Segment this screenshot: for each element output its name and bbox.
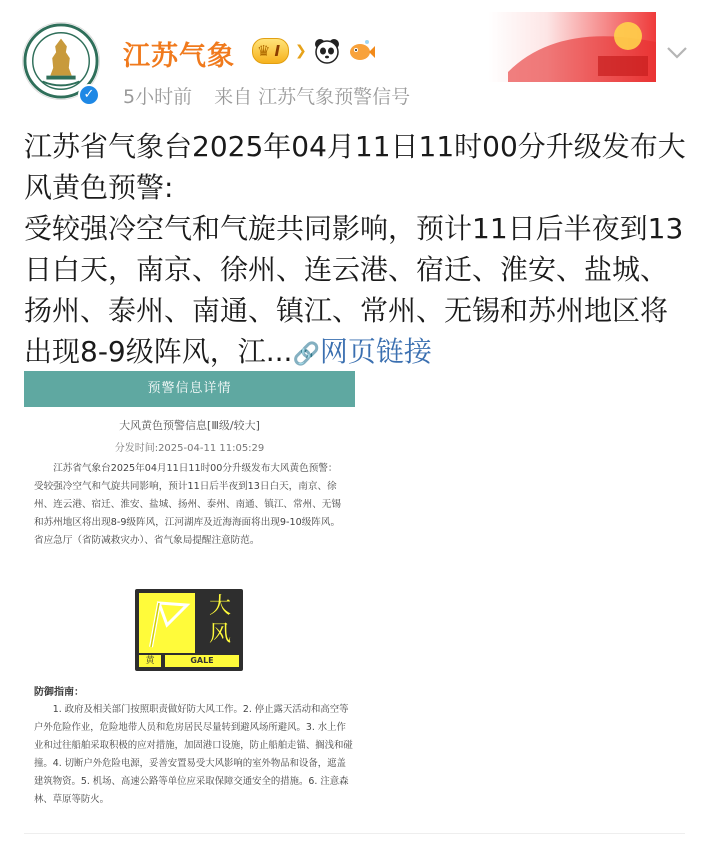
- verified-icon: ✓: [78, 84, 100, 106]
- vip-level-badge[interactable]: [252, 38, 289, 64]
- notice-body: 江苏省气象台2025年04月11日11时00分升级发布大风黄色预警：受较强冷空气和气旋共同影响，预计11日后半夜到13日白天，南京、徐州、连云港、宿迁、淮安、盐城、扬州、泰州、南通、镇江、常州、无锡和苏州地区将出现8-9级阵风，江河湖库及近海海面将出现9-10级阵风。省应急厅（省防减救灾办）、省气象局提醒注意防范。: [34, 463, 341, 546]
- vip-level-label: I: [274, 42, 281, 60]
- post-line-1: 江苏省气象台2025年04月11日11时00分升级发布大风黄色预警:: [24, 130, 686, 204]
- panda-icon[interactable]: [313, 37, 341, 65]
- decorative-banner: [488, 12, 656, 82]
- username[interactable]: 江苏气象: [123, 41, 235, 72]
- warning-detail-image[interactable]: [24, 371, 355, 821]
- web-link[interactable]: 网页链接: [319, 335, 432, 368]
- notice-header: 预警信息详情: [24, 371, 355, 407]
- link-icon[interactable]: 🔗: [292, 342, 320, 367]
- notice-title: 大风黄色预警信息[Ⅲ级/较大]: [119, 419, 260, 432]
- post-header: [0, 0, 709, 120]
- chevron-down-icon[interactable]: [665, 40, 689, 64]
- guide-title: 防御指南：: [34, 687, 84, 698]
- notice-time: 分发时间:2025-04-11 11:05:29: [114, 443, 265, 454]
- user-badges: [252, 37, 375, 65]
- chevron-right-icon: ❯: [295, 43, 307, 59]
- post-line-2: 受较强冷空气和气旋共同影响，预计11日后半夜到13日白天，南京、徐州、连云港、宿迁、淮安、盐城、扬州、泰州、南通、镇江、常州、无锡和苏州地区将出现8-9级阵风，江...: [24, 212, 684, 368]
- signal-color-char: 黄: [139, 655, 161, 667]
- post-time: 5小时前: [123, 86, 193, 108]
- divider: [24, 833, 685, 834]
- signal-en: GALE: [165, 655, 239, 667]
- signal-text: 大风: [208, 594, 231, 647]
- gale-warning-signal-icon: [135, 589, 243, 671]
- post-source[interactable]: 来自 江苏气象预警信号: [214, 86, 411, 108]
- post-meta: [123, 82, 426, 109]
- post-text: [24, 126, 692, 375]
- fish-icon[interactable]: [347, 37, 375, 65]
- wind-flag-icon: [139, 593, 195, 653]
- guide-body: 1. 政府及相关部门按照职责做好防大风工作。2. 停止露天活动和高空等户外危险作业，危险地带人员和危房居民尽量转到避风场所避风。3. 水上作业和过往船舶采取积极的应对措施，加固港口设施，防止船舶走锚、搁浅和碰撞。4. 切断户外危险电源，妥善安置易受大风影响的室外物品和设备，遮盖建筑物资。5. 机场、高速公路等单位应采取保障交通安全的措施。6. 注意森林、草原等防火。: [34, 704, 353, 805]
- vip-crown-icon: ♛: [257, 42, 271, 60]
